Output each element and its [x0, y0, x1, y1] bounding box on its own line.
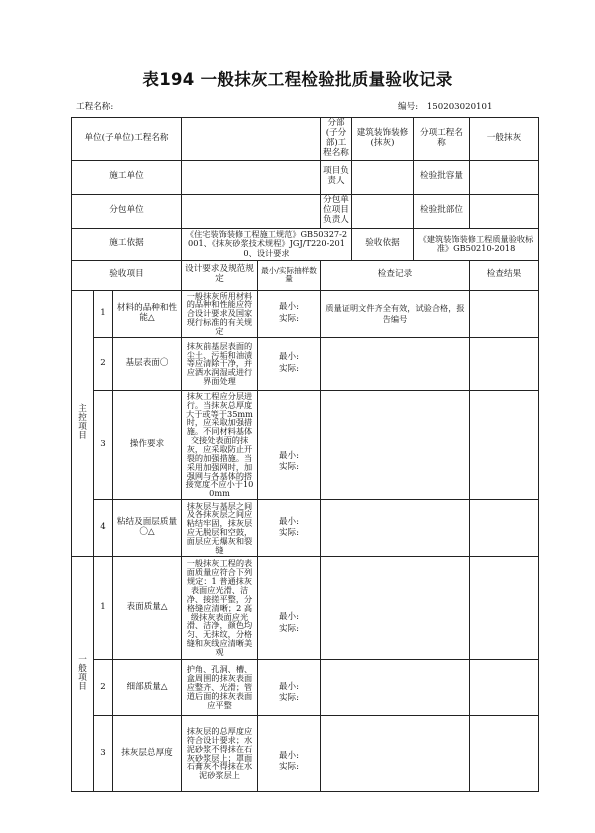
item-number: 3 [94, 390, 113, 499]
check-record[interactable] [321, 337, 470, 390]
main-item-row [72, 290, 539, 337]
group-char: 目 [78, 682, 87, 693]
check-record[interactable] [321, 716, 470, 792]
item-number: 2 [94, 337, 113, 390]
project-name-label: 工程名称: [76, 102, 114, 112]
general-item-row [72, 557, 539, 660]
check-result[interactable] [470, 337, 539, 390]
division-name-label: 分部(子分部)工程名称 [321, 118, 352, 161]
main-group-label [72, 290, 94, 557]
subcontractor-label: 分包单位 [72, 194, 182, 228]
item-number: 1 [94, 557, 113, 660]
main-item-row [72, 390, 539, 499]
subcontractor-value[interactable] [182, 194, 321, 228]
item-spec: 抹灰层与基层之间及各抹灰层之间应粘结牢固，抹灰层应无脱层和空鼓，面层应无爆灰和裂缝 [182, 500, 258, 557]
batch-location-value[interactable] [470, 194, 539, 228]
item-spec: 抹灰层的总厚度应符合设计要求；水泥砂浆不得抹在石灰砂浆层上；罩面石膏灰不得抹在水泥砂浆层上 [182, 716, 258, 792]
group-char: 控 [78, 413, 87, 424]
general-group-text [74, 656, 91, 692]
unit-name-value[interactable] [182, 118, 321, 161]
item-spec: 抹灰工程应分层进行。当抹灰总厚度大于或等于35mm时，应采取加强措施。不同材料基体交接处表面的抹灰，应采取防止开裂的加强措施。当采用加强网时，加强网与各基体的搭接宽度不应小于100mm [182, 390, 258, 499]
construction-unit-label: 施工单位 [72, 160, 182, 194]
item-name: 基层表面〇 [113, 337, 182, 390]
group-char: 项 [78, 673, 87, 684]
header-row-4 [72, 228, 539, 260]
col-header-item: 验收项目 [72, 260, 182, 290]
batch-location-label: 检验批部位 [414, 194, 470, 228]
check-record[interactable] [321, 557, 470, 660]
item-name: 表面质量△ [113, 557, 182, 660]
item-name: 材料的品种和性能△ [113, 290, 182, 337]
column-header-row [72, 260, 539, 290]
form-number [398, 100, 492, 112]
sampling-cell[interactable]: 最小: 实际: [258, 337, 321, 390]
item-number: 4 [94, 500, 113, 557]
group-char: 般 [78, 664, 87, 675]
general-item-row [72, 716, 539, 792]
division-name-value[interactable]: 建筑装饰装修(抹灰) [352, 118, 414, 161]
main-item-row [72, 337, 539, 390]
sub-manager-value[interactable] [352, 194, 414, 228]
sampling-cell[interactable]: 最小: 实际: [258, 390, 321, 499]
col-header-design: 设计要求及规范规定 [182, 260, 258, 290]
header-row-3 [72, 194, 539, 228]
batch-capacity-value[interactable] [470, 160, 539, 194]
general-item-row [72, 660, 539, 716]
unit-name-label: 单位(子单位)工程名称 [72, 118, 182, 161]
group-char: 主 [78, 404, 87, 415]
col-header-result: 检查结果 [470, 260, 539, 290]
subitem-name-label: 分项工程名称 [414, 118, 470, 161]
number-label: 编号: [398, 102, 419, 112]
general-group-label [72, 557, 94, 792]
group-char: 项 [78, 422, 87, 433]
check-record[interactable] [321, 500, 470, 557]
sub-manager-label: 分包单位项目负责人 [321, 194, 352, 228]
sampling-cell[interactable]: 最小: 实际: [258, 716, 321, 792]
inspection-form-table [71, 117, 539, 792]
col-header-sampling: 最小/实际抽样数量 [258, 260, 321, 290]
main-group-text [74, 405, 91, 441]
item-number: 1 [94, 290, 113, 337]
acceptance-basis-label: 验收依据 [352, 228, 414, 260]
item-name: 抹灰层总厚度 [113, 716, 182, 792]
acceptance-basis-value: 《建筑装饰装修工程质量验收标准》GB50210-2018 [414, 228, 539, 260]
check-result[interactable] [470, 390, 539, 499]
basis-value: 《住宅装饰装修工程施工规范》GB50327-2001、《抹灰砂浆技术规程》JGJ/T220-2010、设计要求 [182, 228, 352, 260]
item-number: 3 [94, 716, 113, 792]
number-value: 150203020101 [426, 102, 493, 112]
subitem-name-value[interactable]: 一般抹灰 [470, 118, 539, 161]
sampling-cell[interactable]: 最小: 实际: [258, 557, 321, 660]
group-char: 一 [78, 655, 87, 666]
check-result[interactable] [470, 500, 539, 557]
sampling-cell[interactable]: 最小: 实际: [258, 660, 321, 716]
check-record[interactable]: 质量证明文件齐全有效，试验合格，报告编号 [321, 290, 470, 337]
header-row-2 [72, 160, 539, 194]
basis-label: 施工依据 [72, 228, 182, 260]
project-manager-value[interactable] [352, 160, 414, 194]
check-result[interactable] [470, 557, 539, 660]
item-number: 2 [94, 660, 113, 716]
header-row-1 [72, 118, 539, 161]
item-name: 操作要求 [113, 390, 182, 499]
item-spec: 一般抹灰工程的表面质量应符合下列规定：1 普通抹灰表面应光滑、洁净、接搓平整，分格缝应清晰；2 高级抹灰表面应光滑、洁净，颜色均匀、无抹纹，分格缝和灰线应清晰美观 [182, 557, 258, 660]
check-result[interactable] [470, 290, 539, 337]
check-record[interactable] [321, 660, 470, 716]
item-spec: 抹灰前基层表面的尘土、污垢和油渍等应清除干净，并应洒水润湿或进行界面处理 [182, 337, 258, 390]
item-spec: 护角、孔洞、槽、盒周围的抹灰表面应整齐、光滑；管道后面的抹灰表面应平整 [182, 660, 258, 716]
form-title: 表194 一般抹灰工程检验批质量验收记录 [142, 70, 453, 89]
item-spec: 一般抹灰所用材料的品种和性能应符合设计要求及国家现行标准的有关规定 [182, 290, 258, 337]
check-result[interactable] [470, 660, 539, 716]
item-name: 粘结及面层质量〇△ [113, 500, 182, 557]
group-char: 目 [78, 431, 87, 442]
batch-capacity-label: 检验批容量 [414, 160, 470, 194]
item-name: 细部质量△ [113, 660, 182, 716]
sampling-cell[interactable]: 最小: 实际: [258, 290, 321, 337]
construction-unit-value[interactable] [182, 160, 321, 194]
col-header-record: 检查记录 [321, 260, 470, 290]
sampling-cell[interactable]: 最小: 实际: [258, 500, 321, 557]
check-result[interactable] [470, 716, 539, 792]
main-item-row [72, 500, 539, 557]
project-manager-label: 项目负责人 [321, 160, 352, 194]
check-record[interactable] [321, 390, 470, 499]
